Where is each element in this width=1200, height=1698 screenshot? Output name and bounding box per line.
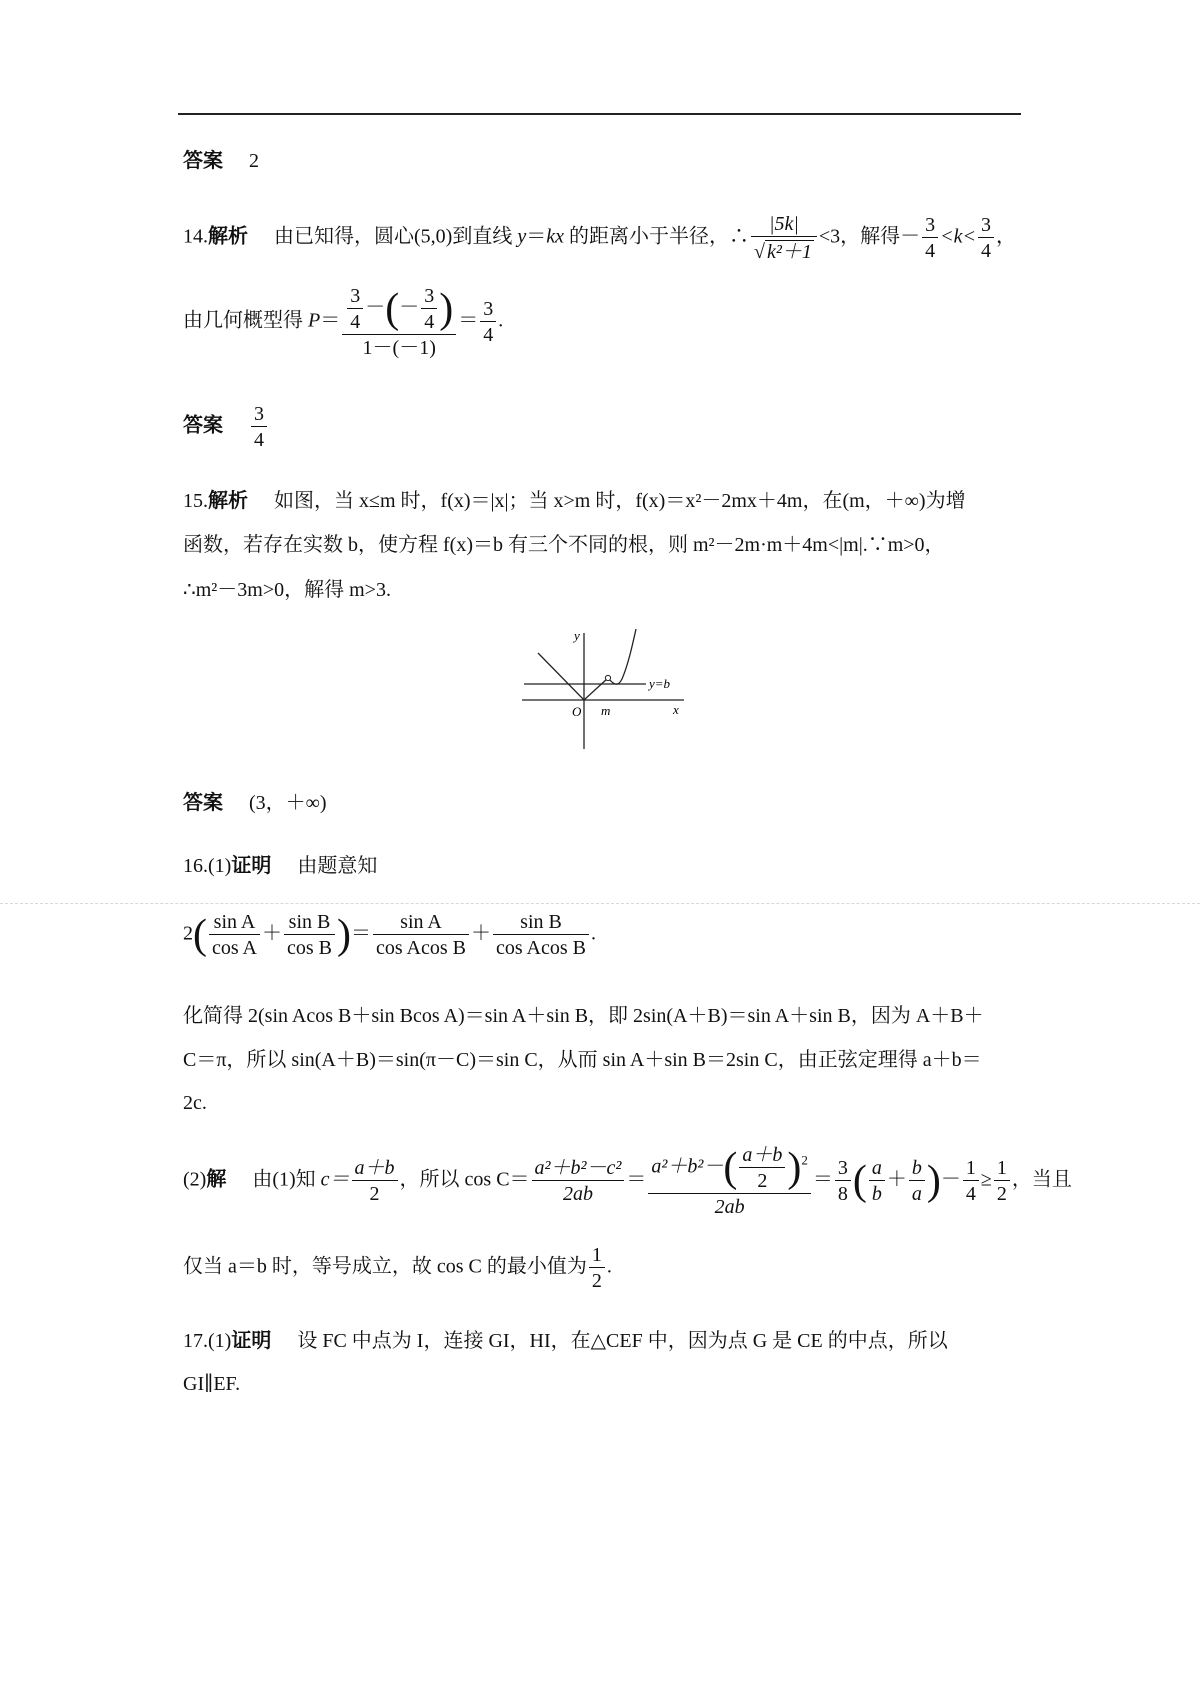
origin-label: O bbox=[572, 704, 582, 719]
probability-fraction: $\frac{3}{4}$ －(－ $\frac{3}{4}$ ) 1－(－1) bbox=[342, 286, 456, 358]
q16-part2-line2: 仅当 a＝b 时，等号成立，故 cos C 的最小值为 $\frac{1}{2}$ . bbox=[183, 1244, 612, 1292]
q14-line2: 由几何概型得 P＝ $\frac{3}{4}$ －(－ $\frac{3}{4}$ ) 1－(－1) ＝ $\frac{3}{4}$ . bbox=[183, 285, 504, 359]
q17-line2: GI∥EF. bbox=[183, 1373, 241, 1395]
q16-number: 16.(1) bbox=[183, 855, 232, 877]
answer-label: 答案 bbox=[183, 790, 223, 814]
answer-13 bbox=[183, 150, 259, 171]
q15-number: 15. bbox=[183, 490, 208, 512]
q14-number: 14. bbox=[183, 225, 208, 248]
q14-text: 由已知得，圆心(5,0)到直线 bbox=[274, 225, 513, 248]
q16-equation: 2( $\frac{\text{sin A}}{\text{cos A}}$ ＋ $\frac{\text{sin B}}{\text{cos B}}$ )＝ $\frac{\text{sin A}}{\text{cos Acos B}}$ ＋ $\frac{\text{sin B}}{\text{cos Acos B}}$ . bbox=[183, 911, 596, 959]
q16-line-a: 化简得 2(sin Acos B＋sin Bcos A)＝sin A＋sin B，即 2sin(A＋B)＝sin A＋sin B，因为 A＋B＋ bbox=[183, 1005, 984, 1027]
abs-x-curve bbox=[538, 653, 608, 700]
page-divider bbox=[0, 903, 1200, 904]
q14-label: 解析 bbox=[208, 223, 248, 248]
q17-label: 证明 bbox=[231, 1328, 272, 1352]
answer-15 bbox=[183, 792, 327, 813]
q15-line3: ∴m²－3m>0，解得 m>3. bbox=[183, 579, 391, 601]
function-graph bbox=[518, 625, 688, 753]
three-quarters: $\frac{3}{4}$ bbox=[978, 215, 994, 261]
answer-value: (3，＋∞) bbox=[249, 792, 327, 814]
open-point bbox=[605, 675, 610, 680]
x-label: x bbox=[673, 702, 679, 717]
q16-part2-number: (2) bbox=[183, 1168, 207, 1191]
m-label: m bbox=[601, 703, 611, 718]
q16-part2-label: 解 bbox=[206, 1166, 227, 1191]
q15-label: 解析 bbox=[208, 488, 248, 512]
answer-14 bbox=[183, 404, 269, 450]
q15-line2: 函数，若存在实数 b，使方程 f(x)＝b 有三个不同的根，则 m²－2m·m＋4m<|m|.∵m>0， bbox=[183, 534, 945, 556]
answer-value: $\frac{3}{4}$ bbox=[251, 404, 267, 450]
three-quarters: $\frac{3}{4}$ bbox=[922, 215, 938, 261]
q17-line1: 17.(1)证明 设 FC 中点为 I，连接 GI，HI，在△CEF 中，因为点 G 是 CE 的中点，所以 bbox=[183, 1328, 948, 1352]
y-label: y bbox=[574, 628, 580, 643]
q16-label: 证明 bbox=[231, 853, 272, 877]
q16-line-b: C＝π，所以 sin(A＋B)＝sin(π－C)＝sin C，从而 sin A＋sin B＝2sin C，由正弦定理得 a＋b＝ bbox=[183, 1049, 982, 1071]
q16-part2: (2)解 由(1)知 c＝ $\frac{a+b}{2}$ ，所以 cos C＝ $\frac{\text{a²＋b²－c²}}{2ab}$ ＝ a²＋b²－( $\frac{a+b}{2}$ )$^2$ 2ab ＝ $\frac{3}{8}$ ( $\frac{a}{b}$ ＋ $\frac{b}{a}$ )－ $\frac{1}{4}$ ≥ $\frac{1}{2}$ ，当且 bbox=[183, 1144, 1072, 1218]
header-rule bbox=[178, 113, 1021, 115]
big-fraction: a²＋b²－( $\frac{a+b}{2}$ )$^2$ 2ab bbox=[648, 1145, 811, 1217]
q14-line1: 14.解析 由已知得，圆心(5,0)到直线 y＝kx 的距离小于半径，∴ $\frac{|5k|}{\text{√ k²＋1}}$ <3，解得－ $\frac{3}{4}$ <k< $\frac{3}{4}$ ， bbox=[183, 213, 1016, 263]
line-label: y=b bbox=[649, 676, 671, 691]
q14-distance-fraction: $\frac{|5k|}{\text{√ k²＋1}}$ bbox=[751, 214, 817, 262]
answer-label: 答案 bbox=[183, 412, 223, 437]
q16-part1-heading: 16.(1)证明 由题意知 bbox=[183, 853, 378, 877]
answer-label: 答案 bbox=[183, 148, 223, 172]
answer-value: 2 bbox=[249, 150, 259, 172]
q15-line1: 15.解析 如图，当 x≤m 时，f(x)＝|x|；当 x>m 时，f(x)＝x²－2mx＋4m，在(m，＋∞)为增 bbox=[183, 488, 966, 512]
parabola-curve bbox=[608, 629, 636, 684]
q17-number: 17.(1) bbox=[183, 1330, 232, 1352]
q16-line-c: 2c. bbox=[183, 1092, 207, 1114]
